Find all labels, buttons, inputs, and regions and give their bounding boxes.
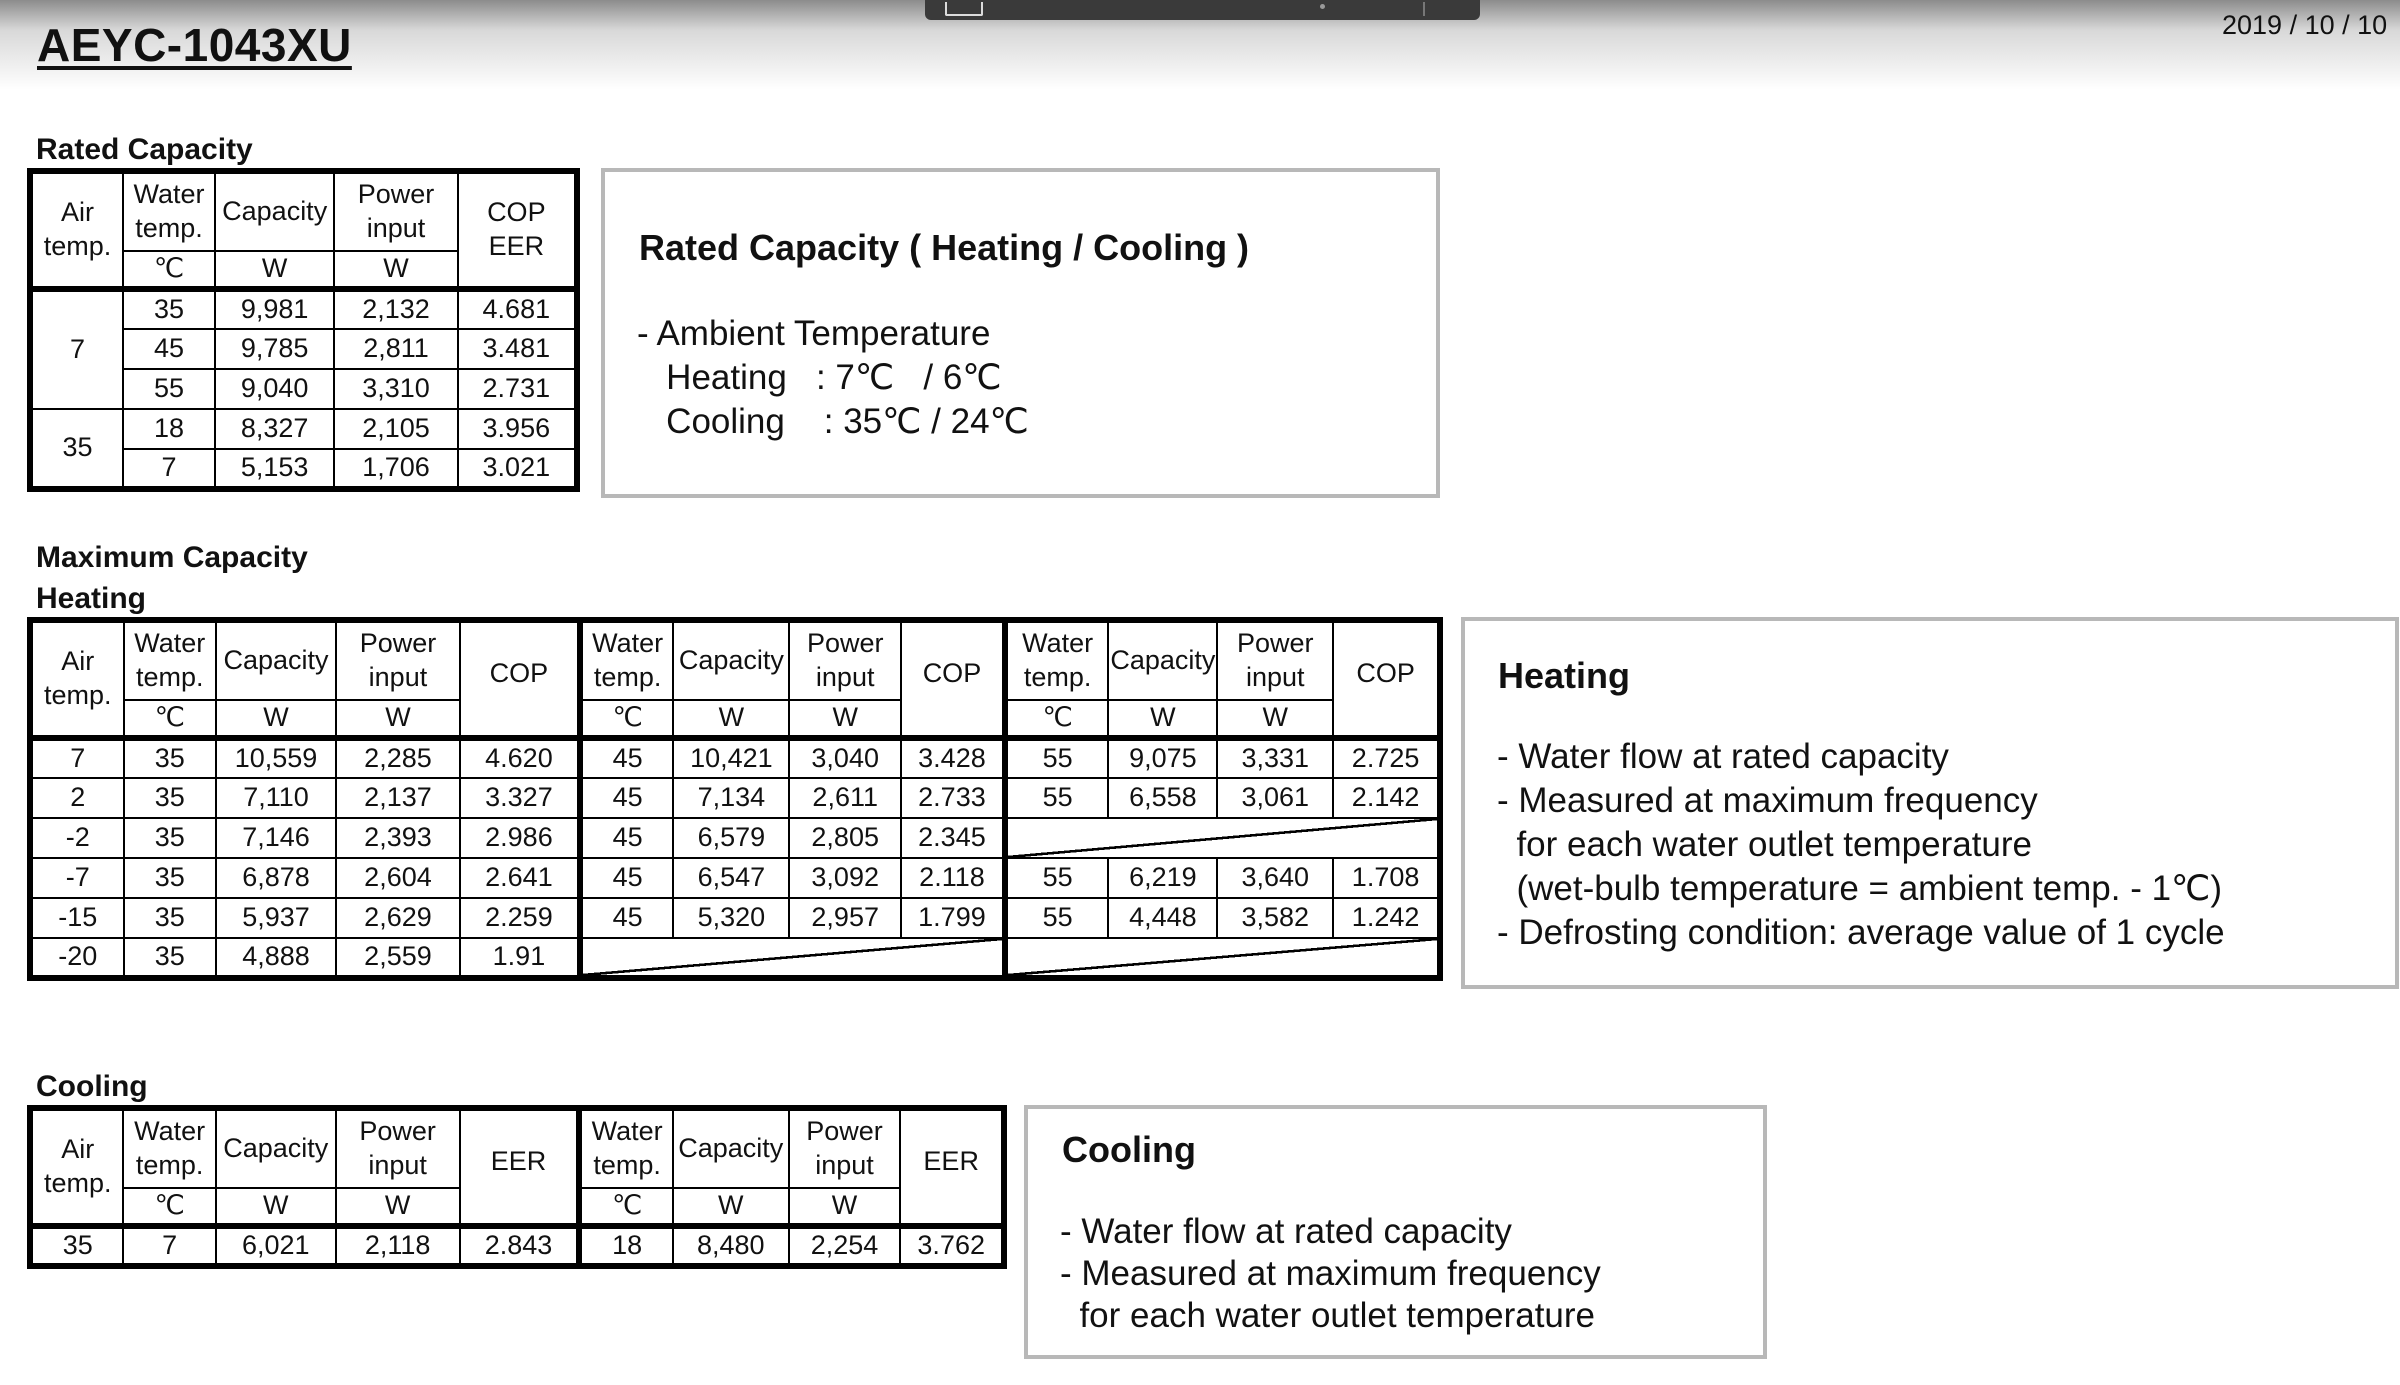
table-row [30, 738, 1440, 778]
power-cell: 2,805 [789, 818, 901, 858]
cop-header: COP [901, 620, 1005, 738]
cop-cell: 2.986 [460, 818, 580, 858]
water-temp-header: Water temp. [579, 1108, 672, 1188]
water-temp-cell: 45 [123, 329, 215, 369]
power-cell: 1,706 [334, 449, 457, 489]
water-temp-unit: ℃ [123, 251, 215, 289]
water-temp-header: Water temp. [123, 171, 215, 251]
note-line: - Defrosting condition: average value of 1 cycle [1497, 913, 2225, 952]
cop-cell: 1.91 [460, 938, 580, 978]
capacity-header: Capacity [673, 620, 789, 700]
note-title: Cooling [1062, 1129, 1196, 1170]
capacity-unit: W [216, 1188, 336, 1226]
cop-cell: 3.481 [458, 329, 577, 369]
document-date: 2019 / 10 / 10 [2222, 10, 2388, 40]
air-temp-cell: 2 [30, 778, 124, 818]
power-cell: 2,254 [789, 1226, 901, 1266]
capacity-unit: W [1108, 700, 1217, 738]
table-row [30, 778, 1440, 818]
cop-cell: 2.345 [901, 818, 1005, 858]
water-temp-cell: 55 [1005, 858, 1109, 898]
power-cell: 3,331 [1217, 738, 1333, 778]
cop-header: COP [460, 620, 580, 738]
cop-cell: 2.118 [901, 858, 1005, 898]
cop-cell: 1.799 [901, 898, 1005, 938]
capacity-unit: W [673, 1188, 789, 1226]
capacity-cell: 10,559 [216, 738, 336, 778]
cop-cell: 4.681 [458, 289, 577, 329]
water-temp-cell: 55 [1005, 738, 1109, 778]
heating-note [1461, 617, 2399, 989]
power-unit: W [1217, 700, 1333, 738]
cooling-max-table [27, 1105, 1007, 1269]
water-temp-header: Water temp. [580, 620, 674, 700]
water-temp-cell: 7 [123, 449, 215, 489]
water-temp-cell: 35 [124, 938, 217, 978]
note-body [1060, 1211, 1601, 1337]
capacity-cell: 8,327 [215, 409, 334, 449]
capacity-cell: 8,480 [673, 1226, 789, 1266]
capacity-header: Capacity [216, 620, 336, 700]
table-header-row [30, 620, 1440, 700]
power-cell: 2,811 [334, 329, 457, 369]
air-temp-header: Air temp. [30, 171, 123, 289]
power-input-header: Power input [334, 171, 457, 251]
capacity-cell: 6,547 [673, 858, 789, 898]
note-line: - Measured at maximum frequency [1497, 781, 2038, 820]
power-unit: W [789, 1188, 901, 1226]
water-temp-cell: 35 [123, 289, 215, 329]
power-input-header: Power input [789, 620, 901, 700]
air-temp-cell: -2 [30, 818, 124, 858]
capacity-cell: 10,421 [673, 738, 789, 778]
water-temp-cell: 45 [580, 818, 674, 858]
water-temp-cell: 45 [580, 858, 674, 898]
water-temp-cell: 55 [123, 369, 215, 409]
water-temp-cell: 35 [124, 898, 217, 938]
cop-cell: 1.708 [1333, 858, 1440, 898]
air-temp-cell: 7 [30, 289, 123, 409]
power-input-header: Power input [1217, 620, 1333, 700]
capacity-cell: 7,134 [673, 778, 789, 818]
power-cell: 3,582 [1217, 898, 1333, 938]
empty-cell-crossed [1005, 938, 1440, 978]
water-temp-header: Water temp. [123, 1108, 215, 1188]
rated-capacity-table [27, 168, 580, 492]
power-unit: W [789, 700, 901, 738]
water-temp-unit: ℃ [124, 700, 217, 738]
air-temp-cell: 35 [30, 1226, 123, 1266]
capacity-cell: 5,320 [673, 898, 789, 938]
cop-eer-header: COP EER [458, 171, 577, 289]
cop-cell: 1.242 [1333, 898, 1440, 938]
capacity-cell: 6,878 [216, 858, 336, 898]
note-line: - Ambient Temperature [637, 314, 991, 353]
cop-cell: 2.733 [901, 778, 1005, 818]
power-cell: 2,604 [336, 858, 460, 898]
note-line: Cooling : 35℃ / 24℃ [637, 402, 1029, 442]
cop-cell: 4.620 [460, 738, 580, 778]
power-cell: 2,105 [334, 409, 457, 449]
power-cell: 2,137 [336, 778, 460, 818]
heating-max-table [27, 617, 1443, 981]
power-cell: 2,393 [336, 818, 460, 858]
eer-header: EER [460, 1108, 580, 1226]
model-title: AEYC-1043XU [37, 19, 352, 71]
air-temp-header: Air temp. [30, 1108, 123, 1226]
water-temp-cell: 35 [124, 738, 217, 778]
power-unit: W [336, 700, 460, 738]
capacity-header: Capacity [1108, 620, 1217, 700]
air-temp-cell: -15 [30, 898, 124, 938]
capacity-header: Capacity [673, 1108, 789, 1188]
power-unit: W [334, 251, 457, 289]
note-body [1497, 735, 2225, 955]
water-temp-cell: 45 [580, 898, 674, 938]
note-title: Heating [1498, 655, 1631, 696]
eer-cell: 3.762 [900, 1226, 1004, 1266]
water-temp-unit: ℃ [1005, 700, 1109, 738]
note-title: Rated Capacity ( Heating / Cooling ) [639, 227, 1250, 268]
capacity-cell: 9,075 [1108, 738, 1217, 778]
note-line: for each water outlet temperature [1497, 825, 2032, 864]
power-input-header: Power input [336, 620, 460, 700]
toolbar-indicator-icon [1320, 4, 1325, 9]
cop-cell: 3.327 [460, 778, 580, 818]
power-cell: 3,040 [789, 738, 901, 778]
water-temp-unit: ℃ [123, 1188, 215, 1226]
table-row [30, 1226, 1004, 1266]
capacity-cell: 9,981 [215, 289, 334, 329]
capacity-cell: 9,785 [215, 329, 334, 369]
capacity-cell: 7,110 [216, 778, 336, 818]
capacity-unit: W [215, 251, 334, 289]
capacity-cell: 6,219 [1108, 858, 1217, 898]
cop-cell: 2.731 [458, 369, 577, 409]
power-cell: 2,611 [789, 778, 901, 818]
water-temp-cell: 45 [580, 778, 674, 818]
water-temp-header: Water temp. [124, 620, 217, 700]
cooling-note [1024, 1105, 1767, 1359]
cop-cell: 2.725 [1333, 738, 1440, 778]
table-header-row [30, 171, 577, 251]
power-cell: 3,310 [334, 369, 457, 409]
table-row [30, 898, 1440, 938]
table-row [30, 289, 577, 329]
capacity-cell: 7,146 [216, 818, 336, 858]
air-temp-cell: -20 [30, 938, 124, 978]
water-temp-cell: 45 [580, 738, 674, 778]
air-temp-header: Air temp. [30, 620, 124, 738]
eer-cell: 2.843 [460, 1226, 580, 1266]
cop-header: COP [1333, 620, 1440, 738]
note-line: - Water flow at rated capacity [1060, 1212, 1512, 1251]
power-input-header: Power input [336, 1108, 460, 1188]
cop-cell: 3.428 [901, 738, 1005, 778]
maximum-capacity-label: Maximum Capacity [36, 541, 308, 574]
capacity-header: Capacity [215, 171, 334, 251]
sidebar-toggle-icon[interactable] [945, 2, 983, 16]
note-body [637, 312, 1029, 444]
table-header-row [30, 1108, 1004, 1188]
units-row [30, 700, 1440, 738]
power-cell: 3,092 [789, 858, 901, 898]
cop-cell: 2.641 [460, 858, 580, 898]
note-line: Heating : 7℃ / 6℃ [637, 358, 1002, 398]
water-temp-cell: 18 [579, 1226, 672, 1266]
eer-cell: 3.021 [458, 449, 577, 489]
water-temp-cell: 7 [123, 1226, 215, 1266]
water-temp-unit: ℃ [580, 700, 674, 738]
power-cell: 3,061 [1217, 778, 1333, 818]
empty-cell-crossed [580, 938, 1005, 978]
water-temp-cell: 35 [124, 858, 217, 898]
eer-header: EER [900, 1108, 1004, 1226]
power-cell: 2,559 [336, 938, 460, 978]
note-line: - Measured at maximum frequency [1060, 1254, 1601, 1293]
capacity-unit: W [673, 700, 789, 738]
table-row [30, 938, 1440, 978]
power-cell: 3,640 [1217, 858, 1333, 898]
water-temp-unit: ℃ [579, 1188, 672, 1226]
capacity-cell: 5,937 [216, 898, 336, 938]
cop-cell: 2.142 [1333, 778, 1440, 818]
capacity-cell: 6,558 [1108, 778, 1217, 818]
heating-label: Heating [36, 582, 147, 615]
power-cell: 2,132 [334, 289, 457, 329]
water-temp-cell: 35 [124, 778, 217, 818]
capacity-header: Capacity [216, 1108, 336, 1188]
note-line: (wet-bulb temperature = ambient temp. - 1℃) [1497, 869, 2223, 908]
empty-cell-crossed [1005, 818, 1440, 858]
table-row [30, 409, 577, 449]
air-temp-cell: -7 [30, 858, 124, 898]
rated-capacity-label: Rated Capacity [36, 133, 253, 166]
air-temp-cell: 35 [30, 409, 123, 489]
capacity-cell: 5,153 [215, 449, 334, 489]
power-cell: 2,957 [789, 898, 901, 938]
capacity-cell: 9,040 [215, 369, 334, 409]
capacity-cell: 6,021 [216, 1226, 336, 1266]
toolbar-divider [1423, 2, 1425, 16]
note-line: for each water outlet temperature [1060, 1296, 1595, 1335]
eer-cell: 3.956 [458, 409, 577, 449]
cooling-label: Cooling [36, 1070, 148, 1103]
capacity-unit: W [216, 700, 336, 738]
water-temp-cell: 35 [124, 818, 217, 858]
rated-capacity-note [601, 168, 1440, 498]
capacity-cell: 6,579 [673, 818, 789, 858]
air-temp-cell: 7 [30, 738, 124, 778]
capacity-cell: 4,448 [1108, 898, 1217, 938]
table-row [30, 818, 1440, 858]
power-input-header: Power input [789, 1108, 901, 1188]
capacity-cell: 4,888 [216, 938, 336, 978]
power-cell: 2,285 [336, 738, 460, 778]
water-temp-header: Water temp. [1005, 620, 1109, 700]
water-temp-cell: 55 [1005, 778, 1109, 818]
power-cell: 2,118 [336, 1226, 460, 1266]
water-temp-cell: 55 [1005, 898, 1109, 938]
note-line: - Water flow at rated capacity [1497, 737, 1949, 776]
power-cell: 2,629 [336, 898, 460, 938]
pdf-viewer-toolbar[interactable] [925, 0, 1480, 20]
cop-cell: 2.259 [460, 898, 580, 938]
water-temp-cell: 18 [123, 409, 215, 449]
table-row [30, 858, 1440, 898]
power-unit: W [336, 1188, 460, 1226]
